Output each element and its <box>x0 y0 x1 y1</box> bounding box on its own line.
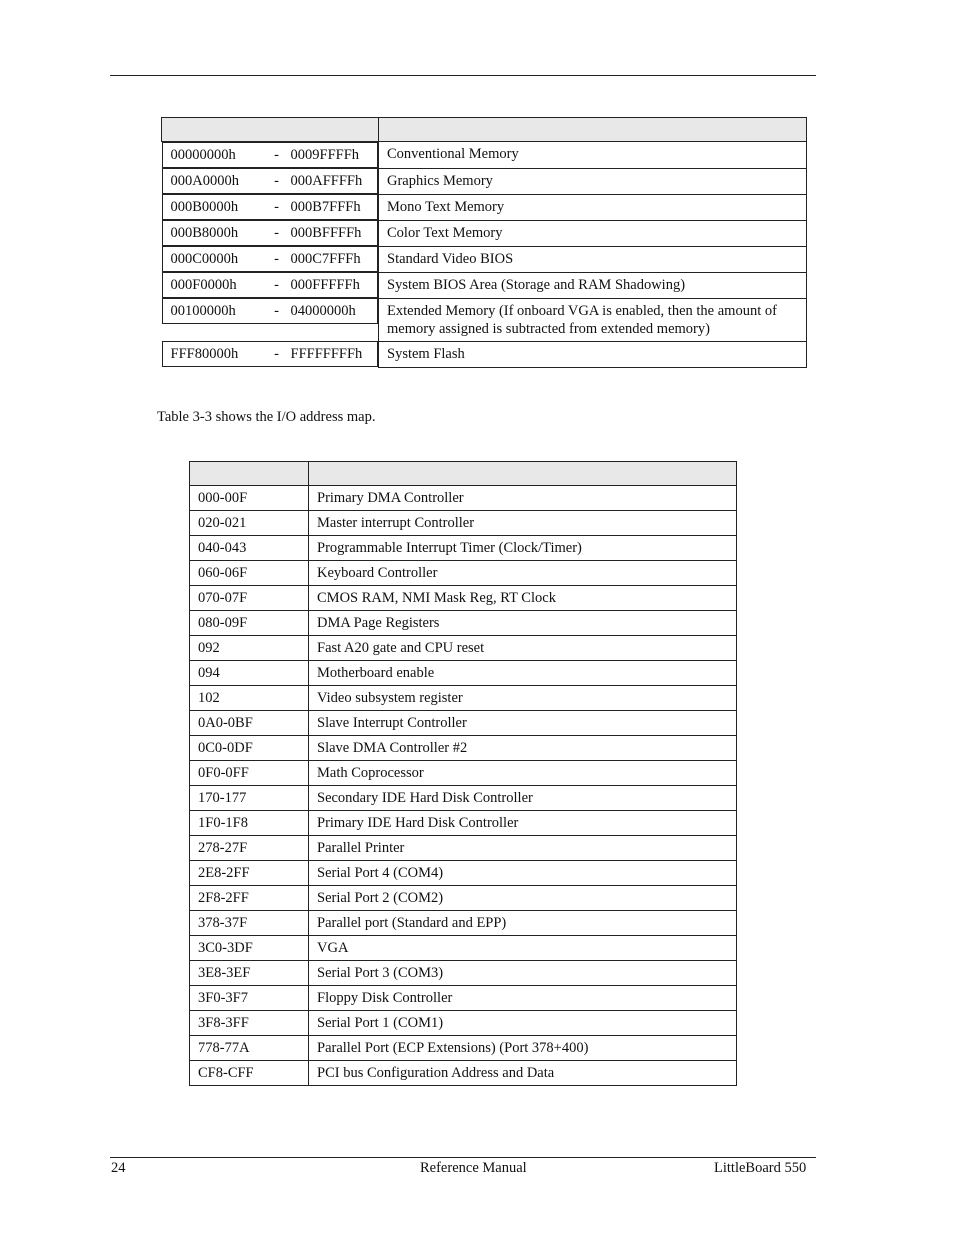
address-range <box>162 194 379 220</box>
table-row <box>162 341 807 367</box>
memory-map-header-description <box>379 118 807 142</box>
address-range <box>162 246 379 272</box>
address-range <box>162 298 379 324</box>
io-description: Math Coprocessor <box>309 761 737 786</box>
table-row <box>190 736 737 761</box>
memory-description: Extended Memory (If onboard VGA is enabled, then the amount of memory assigned is subtracted from extended memory) <box>379 298 807 341</box>
io-description: VGA <box>309 936 737 961</box>
io-address: 378-37F <box>190 911 309 936</box>
memory-map-table <box>161 117 807 368</box>
io-description: Keyboard Controller <box>309 561 737 586</box>
table-row <box>190 561 737 586</box>
range-end: 000B7FFFh <box>290 199 361 215</box>
io-description: Motherboard enable <box>309 661 737 686</box>
address-range <box>162 272 379 298</box>
table-row <box>162 272 807 298</box>
io-address: 060-06F <box>190 561 309 586</box>
table-row <box>190 536 737 561</box>
memory-description: Standard Video BIOS <box>379 246 807 272</box>
table-row <box>190 686 737 711</box>
io-address: 2E8-2FF <box>190 861 309 886</box>
io-address: 094 <box>190 661 309 686</box>
footer-rule <box>110 1157 816 1158</box>
table-row <box>190 1036 737 1061</box>
table-row <box>190 861 737 886</box>
io-address: 778-77A <box>190 1036 309 1061</box>
io-description: DMA Page Registers <box>309 611 737 636</box>
table-row <box>190 586 737 611</box>
io-description: PCI bus Configuration Address and Data <box>309 1061 737 1086</box>
io-address: 3E8-3EF <box>190 961 309 986</box>
io-description: Primary DMA Controller <box>309 486 737 511</box>
table-row <box>190 636 737 661</box>
io-description: Parallel port (Standard and EPP) <box>309 911 737 936</box>
table-row <box>190 1011 737 1036</box>
table-row <box>190 486 737 511</box>
io-address: 092 <box>190 636 309 661</box>
range-end: 04000000h <box>290 303 356 319</box>
table-row <box>190 661 737 686</box>
memory-description: Mono Text Memory <box>379 194 807 220</box>
range-start: 000B8000h <box>170 225 239 241</box>
table-row <box>190 786 737 811</box>
io-address: 0F0-0FF <box>190 761 309 786</box>
io-description: Serial Port 4 (COM4) <box>309 861 737 886</box>
io-description: Video subsystem register <box>309 686 737 711</box>
io-description: Floppy Disk Controller <box>309 986 737 1011</box>
range-end: 000BFFFFh <box>290 225 362 241</box>
table-row <box>162 298 807 341</box>
io-description: Programmable Interrupt Timer (Clock/Timer) <box>309 536 737 561</box>
io-map-intro-paragraph: Table 3-3 shows the I/O address map. <box>157 409 376 425</box>
range-start: 000B0000h <box>170 199 239 215</box>
table-row <box>190 961 737 986</box>
table-row <box>190 886 737 911</box>
memory-description: System Flash <box>379 341 807 367</box>
io-description: Primary IDE Hard Disk Controller <box>309 811 737 836</box>
io-description: CMOS RAM, NMI Mask Reg, RT Clock <box>309 586 737 611</box>
range-start: FFF80000h <box>170 346 239 362</box>
io-map-header-row <box>190 462 737 486</box>
memory-description: System BIOS Area (Storage and RAM Shadowing) <box>379 272 807 298</box>
table-row <box>162 220 807 246</box>
io-address: 102 <box>190 686 309 711</box>
table-row <box>162 246 807 272</box>
range-start: 000A0000h <box>170 173 239 189</box>
io-address: 070-07F <box>190 586 309 611</box>
range-end: 000AFFFFh <box>290 173 363 189</box>
range-start: 00000000h <box>170 147 236 163</box>
address-range <box>162 168 379 194</box>
table-row <box>190 511 737 536</box>
table-row <box>190 936 737 961</box>
table-row <box>190 1061 737 1086</box>
io-description: Serial Port 3 (COM3) <box>309 961 737 986</box>
io-address: 170-177 <box>190 786 309 811</box>
range-separator: - <box>274 225 279 241</box>
memory-map-header-row <box>162 118 807 142</box>
io-address: 080-09F <box>190 611 309 636</box>
range-separator: - <box>274 346 279 362</box>
io-address: 040-043 <box>190 536 309 561</box>
io-address: 3F0-3F7 <box>190 986 309 1011</box>
io-address: 020-021 <box>190 511 309 536</box>
io-address: CF8-CFF <box>190 1061 309 1086</box>
io-description: Serial Port 1 (COM1) <box>309 1011 737 1036</box>
range-end: FFFFFFFFh <box>290 346 363 362</box>
table-row <box>190 811 737 836</box>
io-address: 0A0-0BF <box>190 711 309 736</box>
io-description: Secondary IDE Hard Disk Controller <box>309 786 737 811</box>
io-address: 000-00F <box>190 486 309 511</box>
memory-description: Graphics Memory <box>379 168 807 194</box>
range-end: 000C7FFFh <box>290 251 361 267</box>
range-end: 0009FFFFh <box>290 147 360 163</box>
io-address: 1F0-1F8 <box>190 811 309 836</box>
memory-description: Conventional Memory <box>379 142 807 169</box>
table-row <box>190 761 737 786</box>
range-separator: - <box>274 173 279 189</box>
range-separator: - <box>274 251 279 267</box>
io-address: 278-27F <box>190 836 309 861</box>
table-row <box>190 836 737 861</box>
io-description: Slave Interrupt Controller <box>309 711 737 736</box>
range-start: 00100000h <box>170 303 236 319</box>
address-range <box>162 341 379 367</box>
io-description: Parallel Port (ECP Extensions) (Port 378+400) <box>309 1036 737 1061</box>
table-row <box>190 911 737 936</box>
io-map-header-address <box>190 462 309 486</box>
range-start: 000F0000h <box>170 277 237 293</box>
table-row <box>162 142 807 169</box>
io-address: 3C0-3DF <box>190 936 309 961</box>
io-map-header-description <box>309 462 737 486</box>
footer-page-number: 24 <box>111 1160 126 1176</box>
memory-description: Color Text Memory <box>379 220 807 246</box>
io-description: Master interrupt Controller <box>309 511 737 536</box>
io-description: Serial Port 2 (COM2) <box>309 886 737 911</box>
io-address: 3F8-3FF <box>190 1011 309 1036</box>
memory-map-header-range <box>162 118 379 142</box>
footer-document-title: Reference Manual <box>420 1160 527 1176</box>
header-rule <box>110 75 816 76</box>
io-description: Slave DMA Controller #2 <box>309 736 737 761</box>
range-end: 000FFFFFh <box>290 277 360 293</box>
range-separator: - <box>274 277 279 293</box>
io-address-map-table <box>189 461 737 1086</box>
range-separator: - <box>274 303 279 319</box>
table-row <box>162 194 807 220</box>
io-address: 2F8-2FF <box>190 886 309 911</box>
address-range <box>162 142 379 168</box>
table-row <box>190 611 737 636</box>
address-range <box>162 220 379 246</box>
footer-product-name: LittleBoard 550 <box>714 1160 807 1176</box>
range-start: 000C0000h <box>170 251 239 267</box>
table-row <box>190 986 737 1011</box>
io-description: Fast A20 gate and CPU reset <box>309 636 737 661</box>
io-address: 0C0-0DF <box>190 736 309 761</box>
range-separator: - <box>274 147 279 163</box>
io-description: Parallel Printer <box>309 836 737 861</box>
table-row <box>162 168 807 194</box>
range-separator: - <box>274 199 279 215</box>
table-row <box>190 711 737 736</box>
